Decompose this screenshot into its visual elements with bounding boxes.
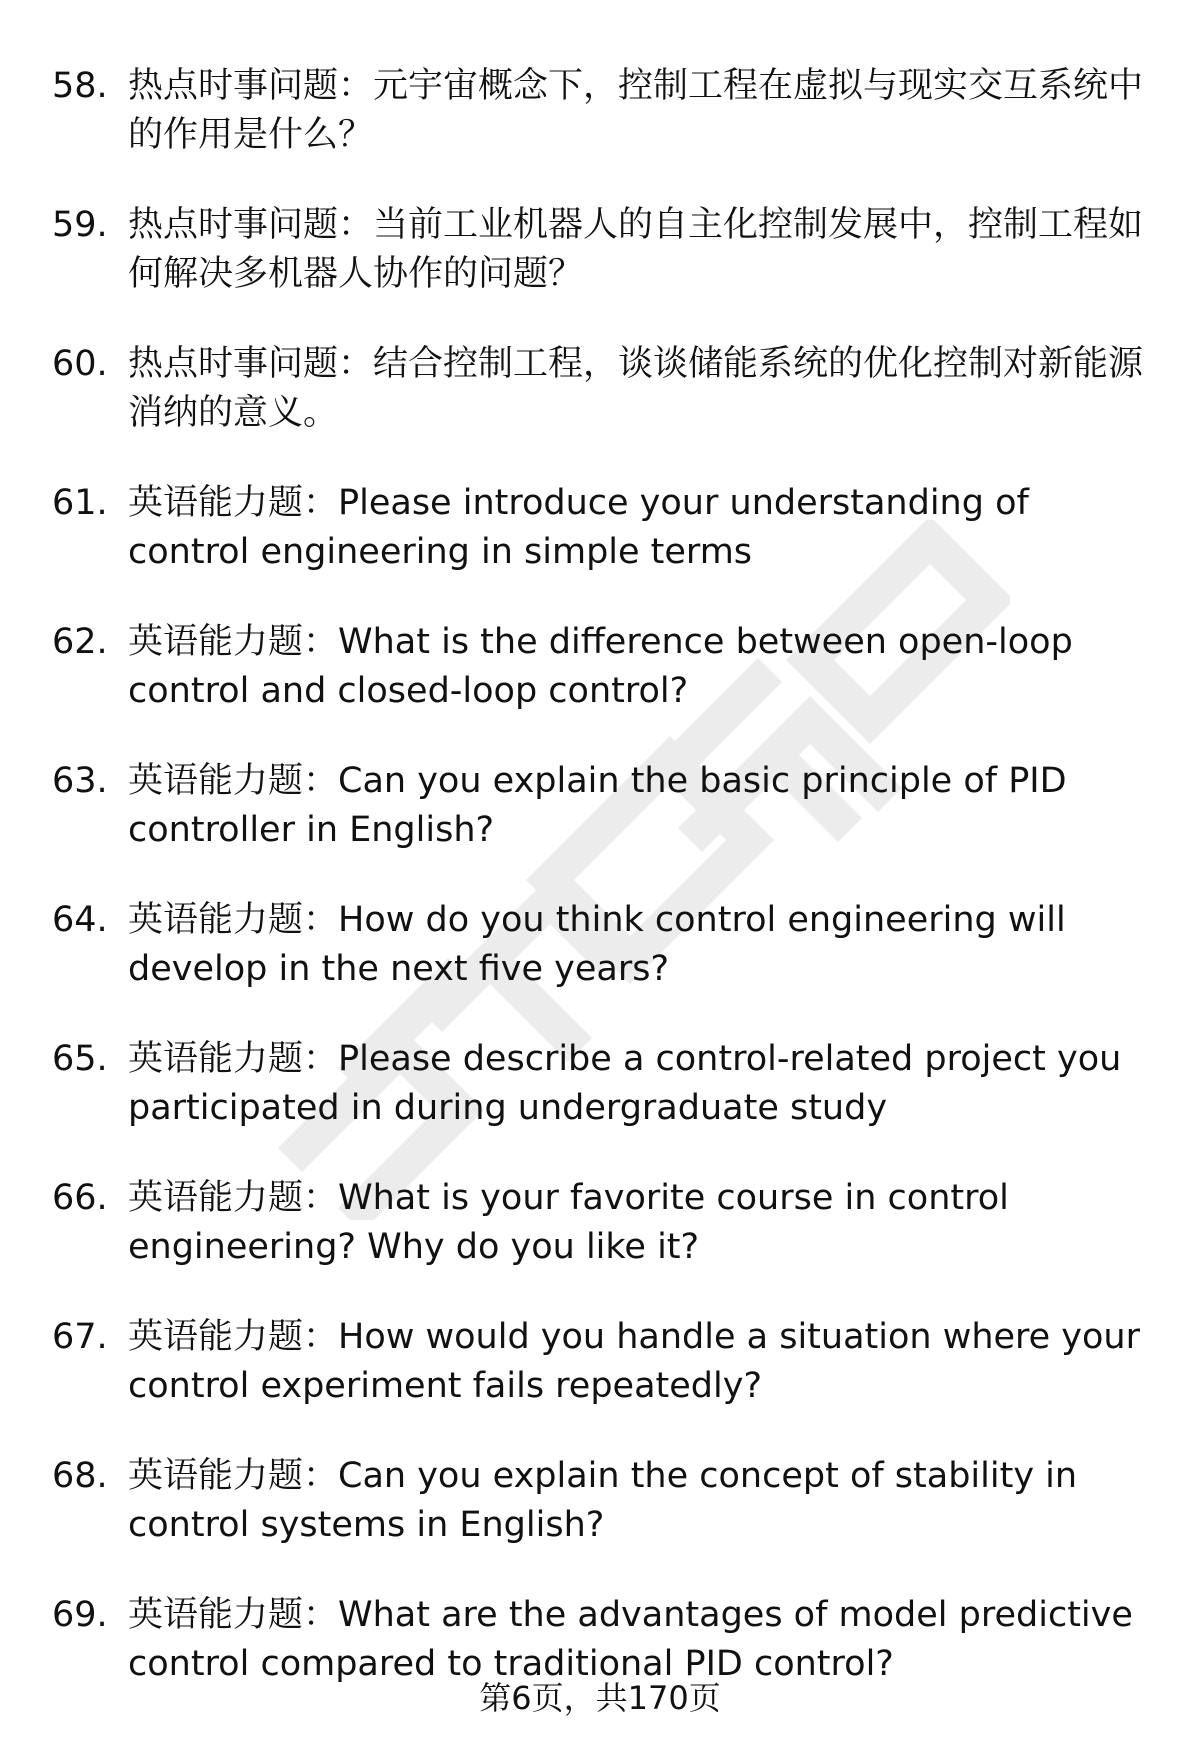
question-number: 69.: [52, 1595, 108, 1635]
question-body: [128, 479, 1152, 577]
question-number: 68.: [52, 1456, 108, 1496]
question-number: 65.: [52, 1039, 108, 1079]
question-text: 元宇宙概念下，控制工程在虚拟与现实交互系统中的作用是什么？: [128, 66, 1144, 155]
question-text: Can you explain the basic principle of PID controller in English?: [128, 761, 1067, 850]
question-category: 英语能力题：: [128, 900, 339, 940]
question-list: [52, 62, 1152, 1730]
question-body: [128, 201, 1152, 299]
question-text: What are the advantages of model predictive control compared to traditional PID control?: [128, 1595, 1133, 1684]
question-category: 英语能力题：: [128, 1456, 339, 1496]
question-text: What is your favorite course in control engineering? Why do you like it?: [128, 1178, 1009, 1267]
question-number: 60.: [52, 344, 108, 384]
question-category: 英语能力题：: [128, 483, 339, 523]
question-category: 英语能力题：: [128, 1178, 339, 1218]
question-number: 61.: [52, 483, 108, 523]
question-number: 63.: [52, 761, 108, 801]
question-number: 59.: [52, 205, 108, 245]
question-text: Please introduce your understanding of control engineering in simple terms: [128, 483, 1029, 572]
question-number: 58.: [52, 66, 108, 106]
question-body: [128, 340, 1152, 438]
question-item: [52, 1452, 1152, 1550]
question-text: How would you handle a situation where your control experiment fails repeatedly?: [128, 1317, 1141, 1406]
question-body: [128, 1452, 1152, 1550]
question-item: [52, 62, 1152, 160]
question-item: [52, 1035, 1152, 1133]
question-category: 英语能力题：: [128, 761, 339, 801]
question-text: How do you think control engineering will develop in the next five years?: [128, 900, 1066, 989]
question-item: [52, 757, 1152, 855]
question-category: 英语能力题：: [128, 1039, 339, 1079]
question-number: 67.: [52, 1317, 108, 1357]
question-item: [52, 618, 1152, 716]
question-item: [52, 340, 1152, 438]
question-category: 热点时事问题：: [128, 66, 374, 106]
question-item: [52, 1174, 1152, 1272]
question-text: 当前工业机器人的自主化控制发展中，控制工程如何解决多机器人协作的问题？: [128, 205, 1144, 294]
question-body: [128, 896, 1152, 994]
question-body: [128, 62, 1152, 160]
question-item: [52, 1313, 1152, 1411]
question-text: Can you explain the concept of stability in control systems in English?: [128, 1456, 1078, 1545]
question-category: 英语能力题：: [128, 1317, 339, 1357]
question-body: [128, 1313, 1152, 1411]
question-text: Please describe a control-related project you participated in during undergraduate study: [128, 1039, 1122, 1128]
question-body: [128, 1174, 1152, 1272]
question-body: [128, 757, 1152, 855]
question-body: [128, 1591, 1152, 1689]
question-item: [52, 479, 1152, 577]
question-number: 62.: [52, 622, 108, 662]
question-item: [52, 1591, 1152, 1689]
page-footer: 第6页，共170页: [479, 1679, 721, 1717]
question-text: 结合控制工程，谈谈储能系统的优化控制对新能源消纳的意义。: [128, 344, 1144, 433]
question-category: 英语能力题：: [128, 1595, 339, 1635]
question-body: [128, 1035, 1152, 1133]
question-category: 英语能力题：: [128, 622, 339, 662]
question-item: [52, 201, 1152, 299]
question-item: [52, 896, 1152, 994]
question-text: What is the difference between open-loop control and closed-loop control?: [128, 622, 1073, 711]
question-body: [128, 618, 1152, 716]
question-category: 热点时事问题：: [128, 205, 374, 245]
question-category: 热点时事问题：: [128, 344, 374, 384]
question-number: 64.: [52, 900, 108, 940]
question-number: 66.: [52, 1178, 108, 1218]
